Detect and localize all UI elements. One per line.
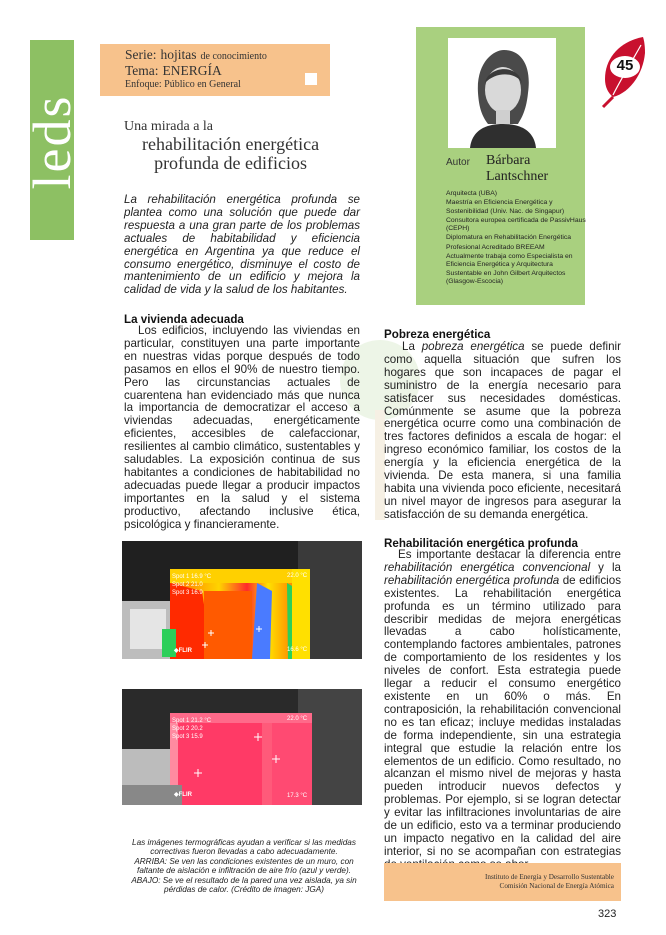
heading-rehab: Rehabilitación energética profunda bbox=[384, 537, 578, 550]
title-line-2: rehabilitación energética bbox=[142, 134, 320, 154]
title-line-3: profunda de edificios bbox=[154, 153, 308, 173]
page-number: 323 bbox=[598, 908, 617, 920]
body-rehab bbox=[384, 549, 621, 872]
bio-line: Consultora europea certificada de PassivHaus (CEPH) bbox=[446, 216, 586, 233]
series-square bbox=[305, 73, 317, 85]
emphasis-text: rehabilitación energética convencional bbox=[384, 560, 591, 574]
heading-pobreza: Pobreza energética bbox=[384, 328, 491, 341]
bio-line: Actualmente trabaja como Especialista en Eficiencia Energética y Arquitectura Sustentable en John Gilbert Arquitectos (Glasgow-Escocia) bbox=[446, 253, 573, 285]
text-run: de edificios existentes. La rehabilitación energética profunda es un término utilizado para describir medidas de mejora energéticas llevadas a cabo holísticamente, contemplando factores ambientales, patrones de comportamiento de los residentes y los niveles de confort. Esta estrategia puede llegar a reducir el consumo energético existente en un 60% o más. En contraposición, la rehabilitación convencional no es tan eficaz; incluye medidas instaladas de forma independiente, sin una estrategia integral que estudie la relación entre los elementos de un edificio. Como resultado, no alcanzan el mismo nivel de mejoras y hasta pueden introducir nuevos defectos y problemas. Por ejemplo, si se logran detectar y evitar las infiltraciones involuntarias de aire de un edificio, esto va a terminar produciendo un impacto negativo en la calidad del aire interior, si no se acompañan con estrategias bbox=[384, 573, 621, 858]
title-line-1: Una mirada a la bbox=[124, 119, 214, 134]
flir-logo: ◆FLIR bbox=[174, 792, 192, 798]
bio-line: Diplomatura en Rehabilitación Energética bbox=[446, 234, 572, 242]
emphasis-text: rehabilitación energética profunda bbox=[384, 573, 560, 587]
brand-text: leds bbox=[22, 94, 82, 190]
author-bio bbox=[446, 190, 586, 287]
brand-logo bbox=[14, 52, 90, 232]
lead-paragraph: La rehabilitación energética profunda se plantea como una solución que puede dar respuesta a una gran parte de los problemas actuales de habitabilidad y eficiencia energética en Argentina ya que reduce el consumo energético, disminuye el costo de mantenimiento de un edificio y mejora la calidad de vida y la salud de los habitantes. bbox=[124, 193, 360, 297]
series-info bbox=[125, 48, 267, 92]
caption-line: ARRIBA: Se ven las condiciones existentes de un muro, con faltante de aislación e infiltración de aire frío (azul y verde). bbox=[134, 856, 354, 876]
footer-line: Instituto de Energía y Desarrollo Sustentable bbox=[484, 873, 614, 881]
serie-value: hojitas bbox=[160, 47, 197, 62]
author-name bbox=[486, 153, 548, 185]
bio-line: Maestría en Eficiencia Energética y Sostenibilidad (Univ. Nac. de Singapur) bbox=[446, 199, 565, 215]
author-photo bbox=[448, 38, 556, 148]
temp-min: 17.3 °C bbox=[287, 793, 308, 799]
serie-label: Serie: bbox=[125, 47, 157, 62]
author-first-name: Bárbara bbox=[486, 153, 531, 168]
serie-suffix: de conocimiento bbox=[200, 51, 267, 62]
thermal-image-bottom bbox=[122, 689, 362, 805]
tema-label: Tema: bbox=[125, 63, 159, 78]
body-vivienda: Los edificios, incluyendo las viviendas en particular, constituyen una parte importante en nuestras vidas porque después de todo pasamos en ellos el 90% de nuestro tiempo. Pero las circunstancias actuales de cuarentena han evidenciado más que nunca la importancia de democratizar el acceso a viviendas adecuadas, energéticamente eficientes, accesibles de calefaccionar, resilientes al cambio climático, sustentables y saludables. La exposición continua de sus habitantes a condiciones de habitabilidad no adecuadas puede llegar a producir impactos importantes en la salud y el sistema productivo, afectando inclusive ética, psicológica y financieramente. bbox=[124, 324, 360, 531]
thermal-scene-icon bbox=[122, 541, 362, 659]
spot-label: Spot 3 16.9 bbox=[172, 590, 203, 596]
issue-number: 45 bbox=[616, 57, 634, 74]
text-run: se puede definir como aquella situación que sufren los hogares que son incapaces de pagar el suministro de la energía necesario para satisfacer sus necesidades domésticas. Comúnmente se asume que la pobreza energética ocurre como una combinación de tres factores definidos a escala de hogar: el ingreso económico familiar, los costos de la energía y la eficiencia energética de la vivienda. De esta manera, si una familia habita una vivienda poco eficiente, necesitará un nivel mayor de ingresos para asegurar la satisfacción de su demanda energética. bbox=[384, 340, 621, 521]
footer-text bbox=[384, 873, 614, 891]
author-last-name: Lantschner bbox=[486, 169, 549, 184]
caption-line: Las imágenes termográficas ayudan a verificar si las medidas correctivas fueron llevadas a cabo adecuadamente. bbox=[132, 838, 356, 857]
thermal-image-top bbox=[122, 541, 362, 659]
flir-logo: ◆FLIR bbox=[174, 648, 192, 654]
temp-max: 22.0 °C bbox=[287, 716, 308, 722]
enfoque: Enfoque: Público en General bbox=[125, 79, 241, 90]
bio-line: Profesional Acreditado BREEAM bbox=[446, 243, 545, 251]
body-pobreza bbox=[384, 341, 621, 522]
text-run: Es importante destacar la diferencia entre bbox=[398, 548, 621, 561]
text-run: y la bbox=[590, 560, 621, 574]
spot-label: Spot 2 21.0 bbox=[172, 582, 203, 588]
image-caption bbox=[122, 838, 366, 894]
spot-label: Spot 2 20.2 bbox=[172, 726, 203, 732]
portrait-icon bbox=[448, 38, 556, 148]
author-label: Autor bbox=[446, 157, 470, 168]
temp-min: 16.6 °C bbox=[287, 647, 308, 653]
thermal-scene-icon bbox=[122, 689, 362, 805]
emphasis-text: pobreza energética bbox=[421, 340, 525, 353]
spot-label: Spot 1 16.9 °C bbox=[172, 574, 212, 580]
footer-line: Comisión Nacional de Energía Atómica bbox=[499, 882, 614, 890]
tema-value: ENERGÍA bbox=[162, 63, 222, 78]
temp-max: 22.0 °C bbox=[287, 573, 308, 579]
spot-label: Spot 1 21.2 °C bbox=[172, 718, 212, 724]
text-run: La bbox=[402, 340, 422, 353]
spot-label: Spot 3 15.9 bbox=[172, 734, 203, 740]
caption-line: ABAJO: Se ve el resultado de la pared una vez aislada, ya sin pérdidas de calor. (Crédito de imagen: JGA) bbox=[131, 875, 357, 895]
title-main bbox=[142, 135, 319, 173]
heading-vivienda: La vivienda adecuada bbox=[124, 313, 244, 326]
bio-line: Arquitecta (UBA) bbox=[446, 190, 497, 197]
